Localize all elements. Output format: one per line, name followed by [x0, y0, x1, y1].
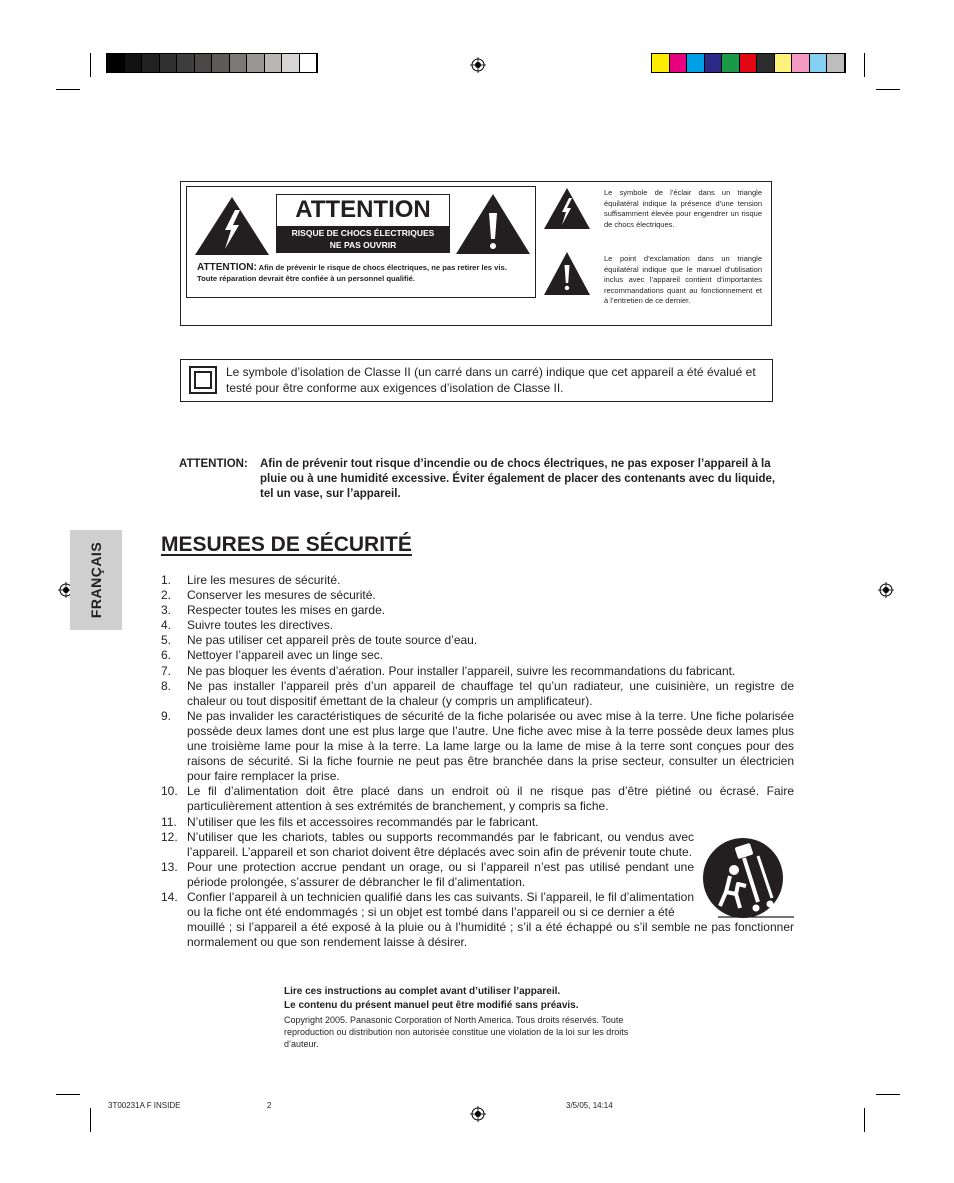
item-number: 7.	[161, 663, 172, 678]
language-tab-label: FRANÇAIS	[88, 541, 104, 619]
list-item	[161, 664, 794, 679]
item-text: Pour une protection accrue pendant un orage, ou si l’appareil n’est pas utilisé pendant une période prolongée, s’assurer de débrancher le fil d’alimentation.	[187, 859, 694, 889]
gray-swatch	[177, 54, 195, 72]
list-item	[161, 784, 794, 814]
footer-copyright: Copyright 2005. Panasonic Corporation of North America. Tous droits réservés. Toute reproduction ou distribution non autorisée constitue une violation de la loi sur les droits d’auteur.	[284, 1015, 629, 1049]
color-swatch	[687, 54, 705, 72]
slug-page-number: 2	[267, 1101, 272, 1110]
list-item	[161, 709, 794, 784]
item-text: Ne pas utiliser cet appareil près de toute source d’eau.	[187, 633, 478, 648]
gray-swatch	[300, 54, 318, 72]
attention-note-label: ATTENTION:	[197, 262, 257, 273]
gray-swatch	[107, 54, 125, 72]
process-color-bar	[651, 53, 846, 73]
item-number: 9.	[161, 708, 172, 723]
exclamation-triangle-icon	[543, 251, 591, 296]
class-ii-text: Le symbole d’isolation de Classe II (un carré dans un carré) indique que cet appareil a été évalué et testé pour être conforme aux exigences d’isolation de Classe II.	[226, 365, 756, 395]
item-number: 4.	[161, 618, 172, 633]
lightning-warning-icon	[194, 196, 270, 256]
item-text: Le fil d’alimentation doit être placé dans un endroit où il ne risque pas d’être piétiné ou écrasé. Faire particulièrement attention à ses extrémités de branchement, y compris sa fiche.	[187, 784, 794, 814]
color-swatch	[722, 54, 740, 72]
list-item	[161, 679, 794, 709]
list-item	[161, 603, 794, 618]
item-number: 2.	[161, 588, 172, 603]
color-swatch	[792, 54, 810, 72]
list-item	[161, 588, 794, 603]
attention-title: ATTENTION	[295, 196, 431, 223]
footer-notice	[284, 985, 684, 1050]
item-text: N’utiliser que les fils et accessoires recommandés par le fabricant.	[187, 814, 539, 829]
gray-swatch	[212, 54, 230, 72]
item-number: 11.	[161, 814, 177, 829]
warning-text: Afin de prévenir tout risque d’incendie ou de chocs électriques, ne pas exposer l’appareil à la pluie ou à une humidité excessive. Éviter également de placer des contenants avec du liquide, tel un vase, sur l’appareil.	[260, 458, 776, 500]
gray-swatch	[195, 54, 213, 72]
color-swatch	[810, 54, 828, 72]
attention-subtitle	[277, 226, 449, 252]
footer-line2: Le contenu du présent manuel peut être modifié sans préavis.	[284, 1000, 579, 1011]
warning-label: ATTENTION:	[179, 458, 248, 470]
color-swatch	[775, 54, 793, 72]
registration-mark-icon	[878, 582, 894, 598]
gray-swatch	[230, 54, 248, 72]
item-number: 12.	[161, 829, 178, 844]
list-item	[161, 573, 794, 588]
attention-subtitle-line1: RISQUE DE CHOCS ÉLECTRIQUES	[291, 228, 435, 238]
gray-swatch	[160, 54, 178, 72]
item-text: Suivre toutes les directives.	[187, 618, 334, 633]
item-number: 5.	[161, 633, 172, 648]
list-item	[161, 618, 794, 633]
lightning-triangle-icon	[543, 187, 591, 230]
gray-swatch	[265, 54, 283, 72]
lightning-symbol-text: Le symbole de l’éclair dans un triangle équilatéral indique la présence d’une tension suffisamment élevée pour engendrer un risque de chocs électriques.	[604, 188, 762, 229]
color-swatch	[757, 54, 775, 72]
language-tab-label-wrap	[70, 530, 122, 630]
gray-swatch	[247, 54, 265, 72]
color-swatch	[705, 54, 723, 72]
attention-subtitle-line2: NE PAS OUVRIR	[329, 240, 397, 250]
attention-note-text: Afin de prévenir le risque de chocs électriques, ne pas retirer les vis. Toute réparation devrait être confiée à un personnel qualifié.	[197, 263, 507, 283]
list-item	[161, 648, 794, 663]
slug-date: 3/5/05, 14:14	[566, 1101, 613, 1110]
item-text-part1: Confier l’appareil à un technicien qualifié dans les cas suivants. Si l’appareil, le fil d’alimentation ou la fiche ont été endommagés ; si un objet est tombé dans l’appareil ou si ce dernier a été	[187, 889, 694, 920]
item-text: Respecter toutes les mises en garde.	[187, 603, 386, 618]
item-number: 1.	[161, 573, 172, 587]
item-text: Ne pas installer l’appareil près d’un appareil de chauffage tel qu’un radiateur, une cuisinière, un registre de chaleur ou tout dispositif émettant de la chaleur (y compris un amplificateur).	[187, 678, 794, 708]
double-square-icon	[189, 366, 217, 394]
list-item	[161, 633, 794, 648]
grayscale-color-bar	[106, 53, 318, 73]
registration-mark-icon	[470, 1106, 486, 1122]
item-text-part2: mouillé ; si l’appareil a été exposé à la pluie ou à l’humidité ; s’il a été échappé ou s’il semble ne pas fonctionner normalement ou que son rendement laisse à désirer.	[187, 920, 794, 950]
color-swatch	[740, 54, 758, 72]
exclamation-warning-icon	[455, 193, 531, 255]
item-text: Ne pas invalider les caractéristiques de sécurité de la fiche polarisée ou avec mise à la terre. Une fiche polarisée possède deux lames dont une est plus large que l’autre. Une fiche avec mise à la terre possède deux lames plus une troisième lame pour la mise à la terre. La lame large ou la lame de mise à la terre sont conçues pour des raisons de sécurité. Si la fiche fournie ne peut pas être branchée dans la prise secteur, consulter un électricien pour faire remplacer la prise.	[187, 708, 794, 784]
color-swatch	[827, 54, 845, 72]
item-number: 13.	[161, 859, 178, 874]
color-swatch	[652, 54, 670, 72]
slug-job-name: 3T00231A F INSIDE	[108, 1101, 181, 1110]
exclamation-symbol-text: Le point d’exclamation dans un triangle équilatéral indique que le manuel d’utilisation inclus avec l’appareil contient d’importantes recommandations quant au fonctionnement et à l’entretien de ce dernier.	[604, 254, 762, 306]
item-number: 6.	[161, 648, 172, 663]
item-text: Nettoyer l’appareil avec un linge sec.	[187, 648, 384, 663]
item-text: Conserver les mesures de sécurité.	[187, 588, 376, 603]
attention-note	[197, 262, 527, 284]
footer-line1: Lire ces instructions au complet avant d’utiliser l’appareil.	[284, 986, 561, 997]
color-swatch	[670, 54, 688, 72]
item-text: N’utiliser que les chariots, tables ou supports recommandés par le fabricant, ou vendus avec l’appareil. L’appareil et son chariot doivent être déplacés avec soin afin de prévenir toute chute.	[187, 829, 694, 859]
list-item	[161, 815, 794, 830]
section-heading: MESURES DE SÉCURITÉ	[161, 533, 412, 556]
item-number: 8.	[161, 678, 172, 693]
gray-swatch	[142, 54, 160, 72]
item-number: 10.	[161, 784, 178, 799]
item-number: 3.	[161, 603, 172, 618]
cart-tip-over-warning-icon	[700, 836, 796, 922]
item-number: 14.	[161, 889, 178, 904]
gray-swatch	[282, 54, 300, 72]
gray-swatch	[125, 54, 143, 72]
item-text: Ne pas bloquer les évents d’aération. Pour installer l’appareil, suivre les recommandations du fabricant.	[187, 663, 736, 678]
item-text: Lire les mesures de sécurité.	[187, 573, 341, 587]
registration-mark-icon	[470, 57, 486, 73]
